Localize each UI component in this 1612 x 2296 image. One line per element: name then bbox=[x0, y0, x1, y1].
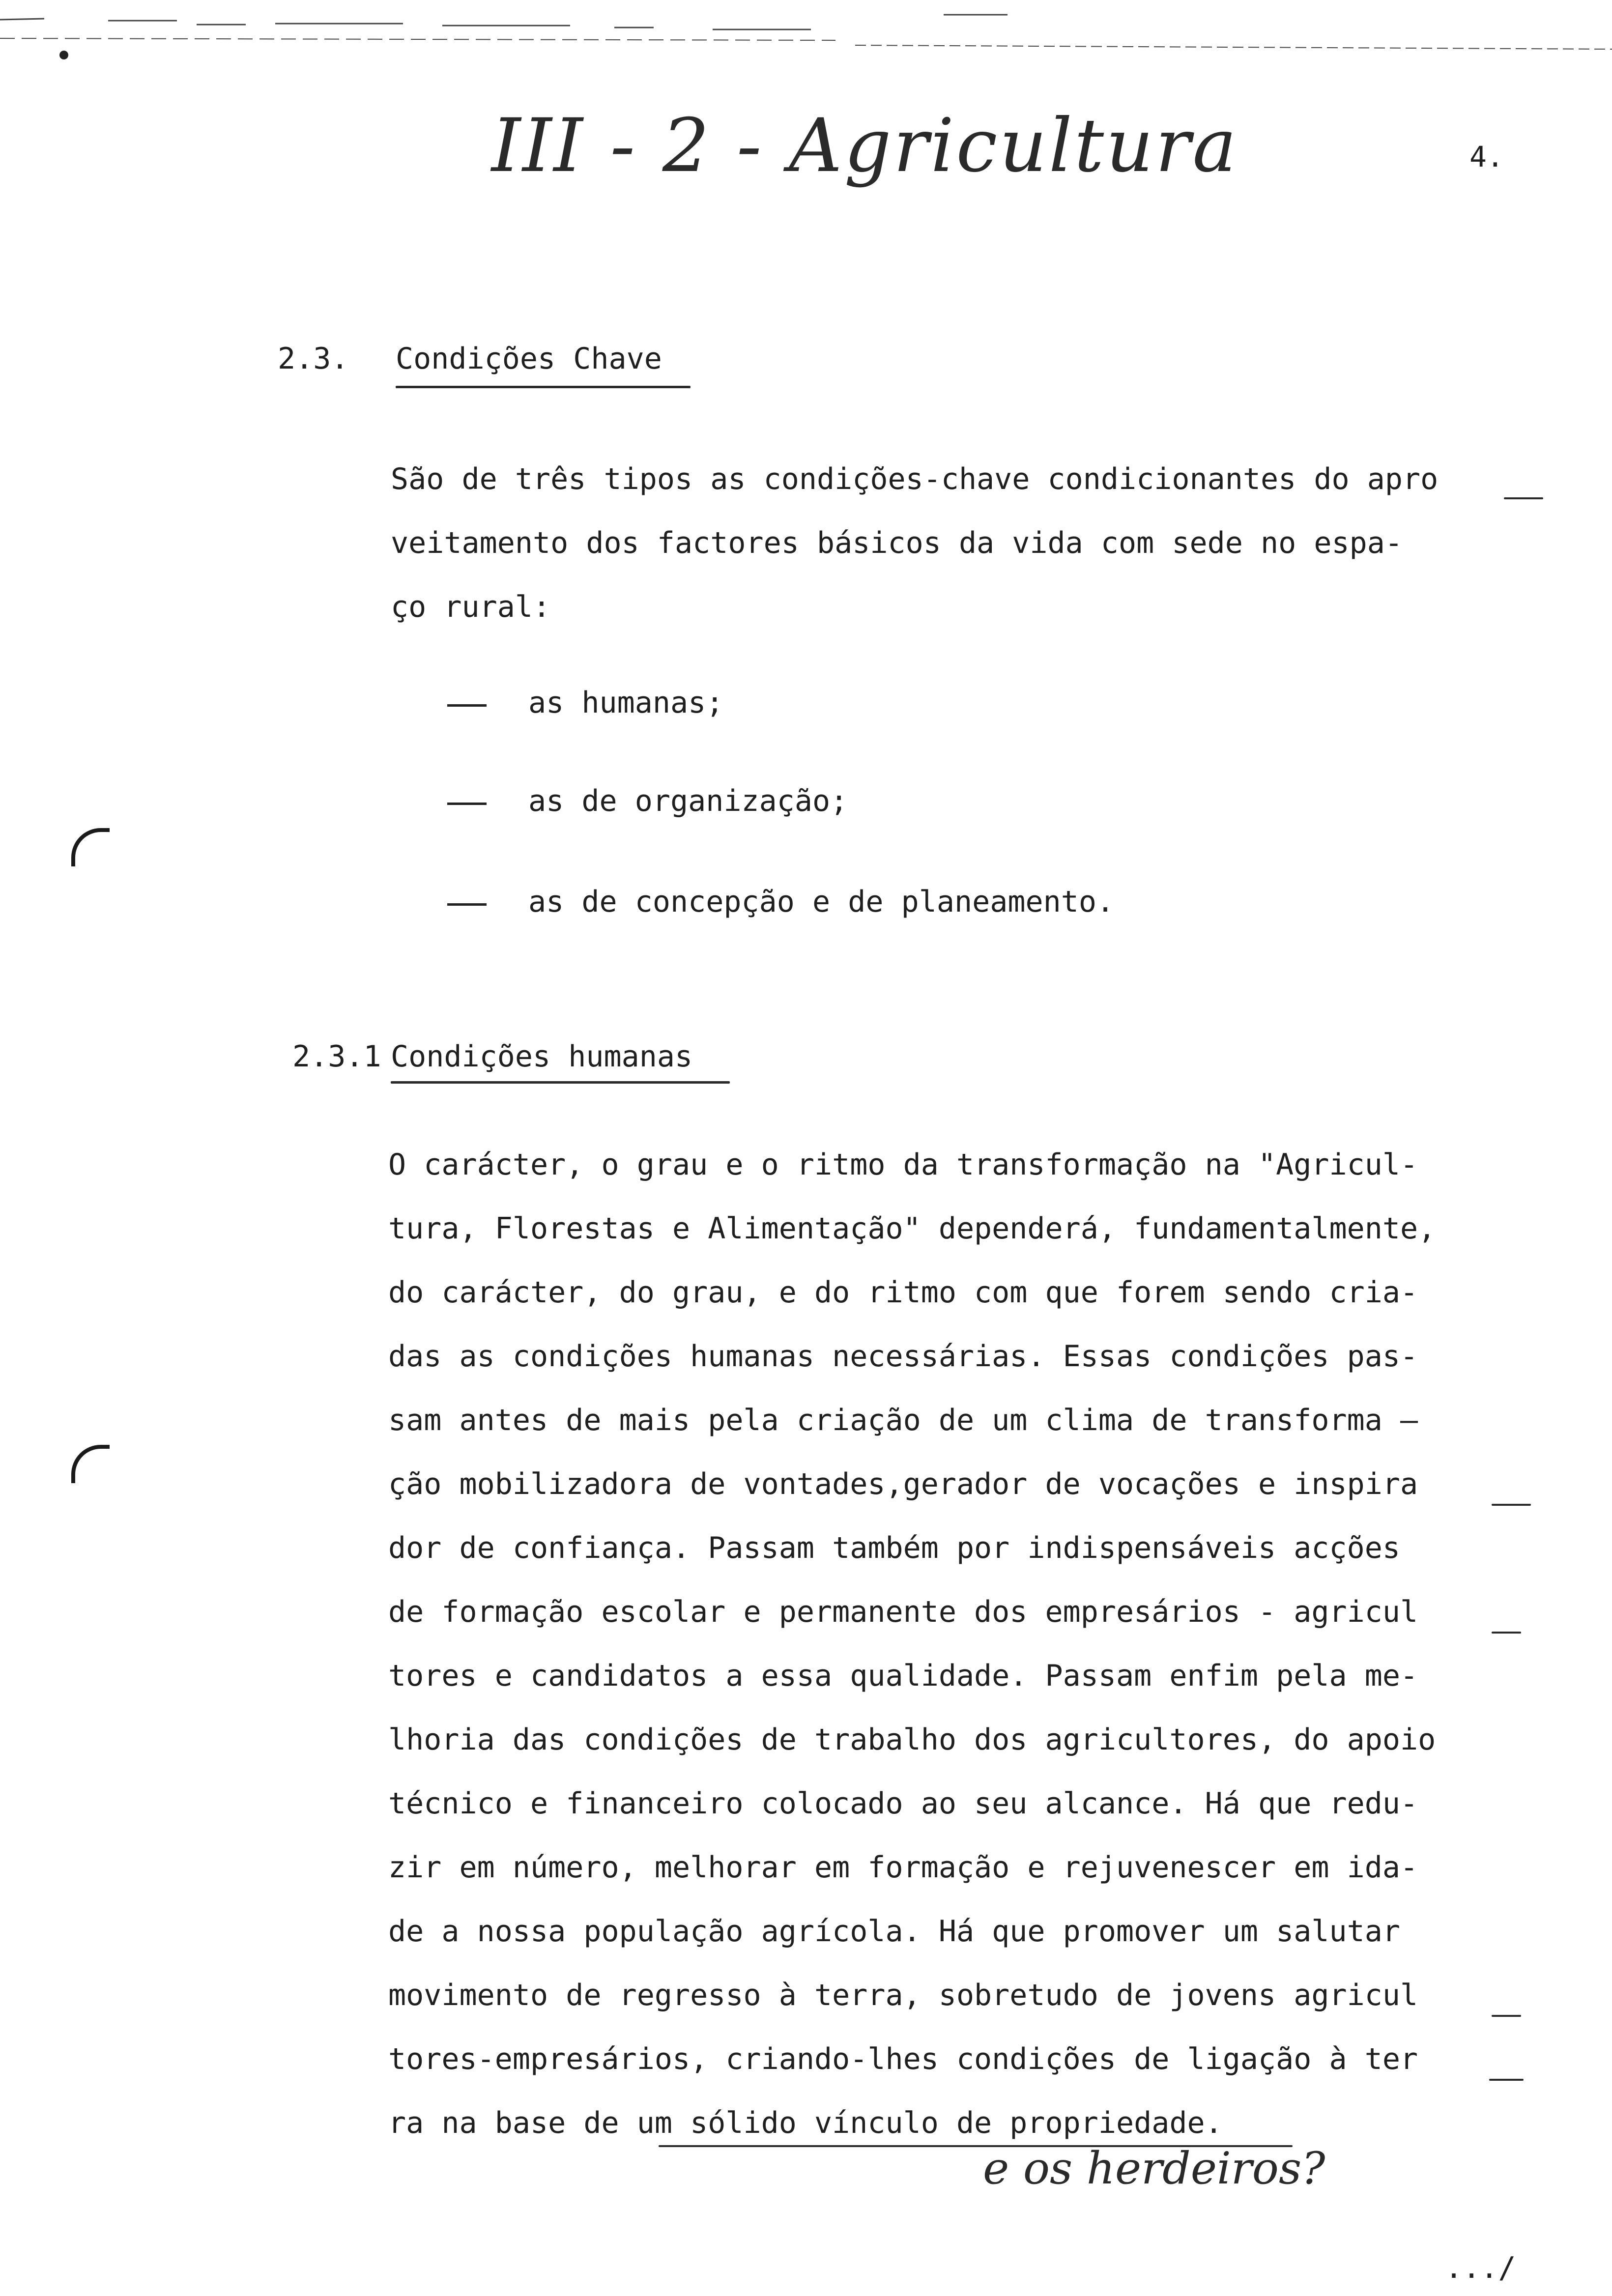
paragraph-line: tura, Florestas e Alimentação" dependerá, fundamentalmente, bbox=[388, 1211, 1436, 1246]
margin-mark bbox=[71, 1445, 110, 1483]
paragraph-line: O carácter, o grau e o ritmo da transformação na "Agricul- bbox=[388, 1148, 1418, 1182]
scan-artifact-lines bbox=[0, 0, 1612, 69]
paragraph-line: de formação escolar e permanente dos empresários - agricul bbox=[388, 1595, 1418, 1629]
paragraph-line: sam antes de mais pela criação de um clima de transforma – bbox=[388, 1403, 1418, 1437]
page-number: 4. bbox=[1469, 140, 1504, 173]
continuation-mark: .../ bbox=[1445, 2251, 1516, 2285]
section-title: Condições humanas bbox=[391, 1039, 693, 1074]
paragraph-line: São de três tipos as condições-chave condicionantes do apro bbox=[391, 462, 1439, 496]
handwritten-underline bbox=[1489, 2079, 1524, 2081]
section-title-underline bbox=[396, 386, 691, 388]
list-dash bbox=[447, 704, 487, 707]
margin-mark bbox=[71, 828, 110, 866]
list-item: as de organização; bbox=[528, 784, 848, 818]
paragraph-line: ção mobilizadora de vontades,gerador de vocações e inspira bbox=[388, 1467, 1418, 1501]
paragraph-line: veitamento dos factores básicos da vida com sede no espa- bbox=[391, 526, 1403, 560]
handwritten-underline bbox=[1492, 1504, 1531, 1506]
paragraph-line: ra na base de um sólido vínculo de propriedade. bbox=[388, 2106, 1223, 2140]
section-number: 2.3. bbox=[278, 342, 349, 376]
paragraph-line: técnico e financeiro colocado ao seu alcance. Há que redu- bbox=[388, 1786, 1418, 1821]
handwritten-annotation: e os herdeiros? bbox=[983, 2143, 1325, 2194]
section-title-underline bbox=[391, 1081, 730, 1084]
paragraph-line: do carácter, do grau, e do ritmo com que forem sendo cria- bbox=[388, 1275, 1418, 1310]
paragraph-line: dor de confiança. Passam também por indispensáveis acções bbox=[388, 1531, 1401, 1565]
paragraph-line: zir em número, melhorar em formação e rejuvenescer em ida- bbox=[388, 1850, 1418, 1885]
paragraph-line: lhoria das condições de trabalho dos agricultores, do apoio bbox=[388, 1722, 1436, 1757]
paragraph-line: tores e candidatos a essa qualidade. Passam enfim pela me- bbox=[388, 1659, 1418, 1693]
handwritten-underline bbox=[1504, 497, 1543, 499]
list-dash bbox=[447, 903, 487, 906]
list-item: as de concepção e de planeamento. bbox=[528, 885, 1115, 919]
handwritten-underline bbox=[1492, 2015, 1521, 2017]
section-number: 2.3.1 bbox=[292, 1039, 381, 1074]
section-title: Condições Chave bbox=[396, 342, 662, 376]
paragraph-line: movimento de regresso à terra, sobretudo de jovens agricul bbox=[388, 1978, 1418, 2012]
paragraph-line: de a nossa população agrícola. Há que promover um salutar bbox=[388, 1914, 1401, 1949]
list-item: as humanas; bbox=[528, 686, 724, 720]
handwritten-header: III - 2 - Agricultura bbox=[491, 103, 1238, 189]
handwritten-underline bbox=[1492, 1632, 1521, 1634]
list-dash bbox=[447, 803, 487, 805]
paragraph-line: das as condições humanas necessárias. Essas condições pas- bbox=[388, 1339, 1418, 1374]
paragraph-line: ço rural: bbox=[391, 590, 551, 624]
paragraph-line: tores-empresários, criando-lhes condições de ligação à ter bbox=[388, 2042, 1418, 2076]
